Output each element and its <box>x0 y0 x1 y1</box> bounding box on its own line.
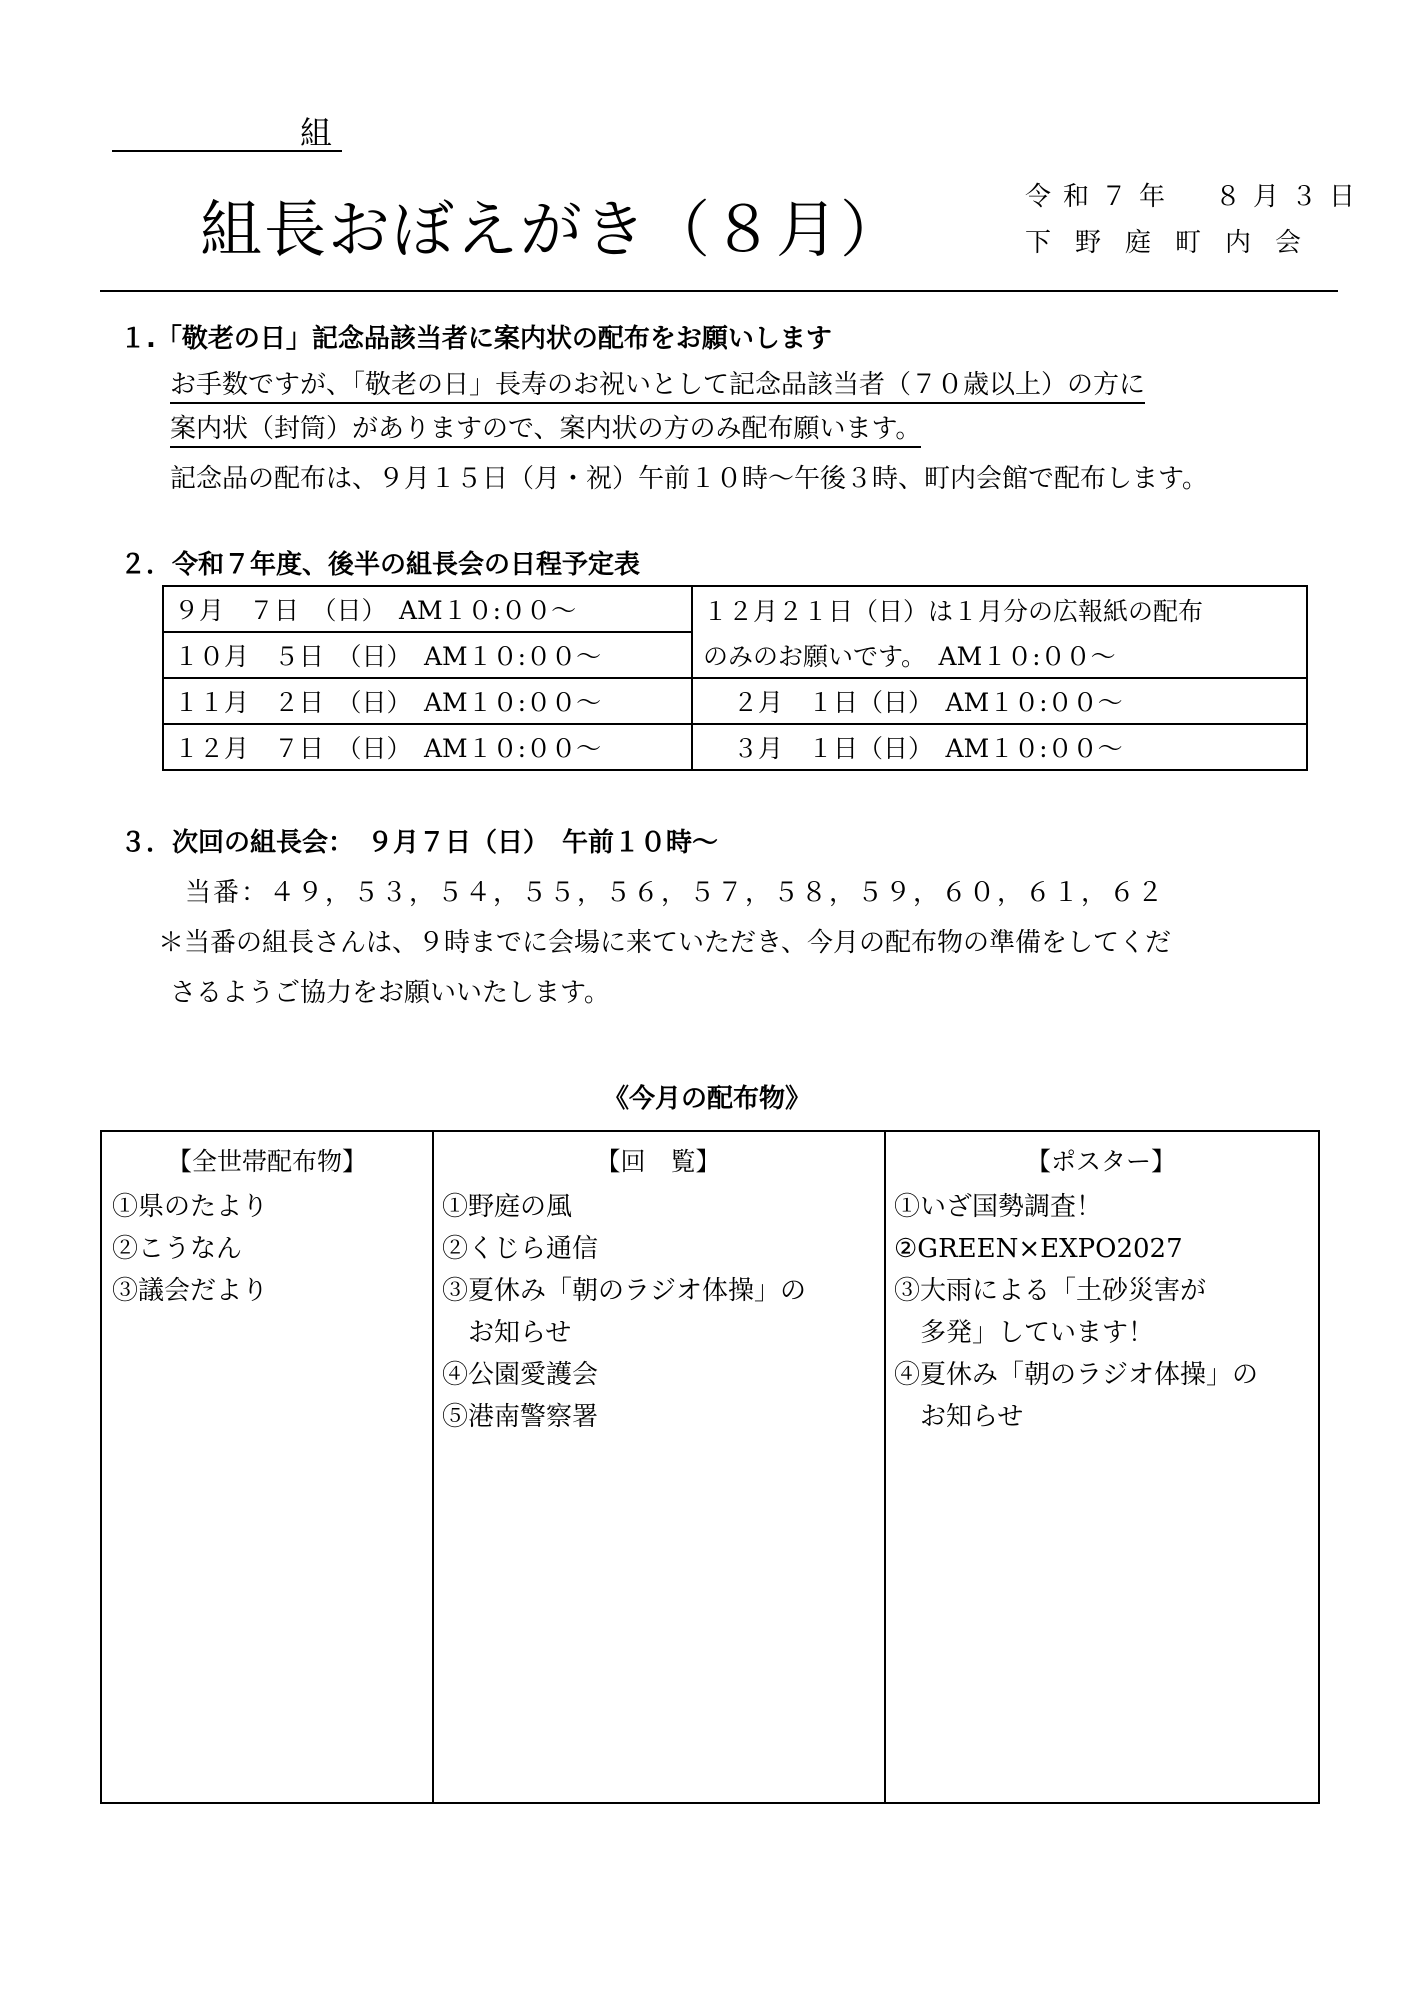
organization-name: 下野庭町内会 <box>1025 228 1326 258</box>
list-item: ②GREEN×EXPO2027 <box>894 1234 1183 1264</box>
section-1-line-2 <box>170 408 921 445</box>
section-1-line-3: 記念品の配布は、９月１５日（月・祝）午前１０時～午後３時、町内会館で配布します。 <box>170 464 1208 494</box>
column-circular <box>432 1132 886 1802</box>
duty-group-numbers: 当番：４９，５３，５４，５５，５６，５７，５８，５９，６０，６１，６２ <box>185 878 1166 908</box>
list-item: 多発」しています！ <box>894 1318 1155 1348</box>
column-posters <box>884 1132 1318 1802</box>
group-label: 組 <box>300 114 333 152</box>
list-item: ③議会だより <box>112 1276 269 1306</box>
list-item: ④夏休み「朝のラジオ体操」の <box>894 1360 1259 1390</box>
header-divider <box>100 290 1338 292</box>
column-title: 【ポスター】 <box>1025 1147 1176 1176</box>
list-item: ③大雨による「土砂災害が <box>894 1276 1207 1306</box>
duty-note-line-2: さるようご協力をお願いいたします。 <box>170 978 610 1008</box>
list-item: ①野庭の風 <box>442 1192 573 1222</box>
section-1-line-1 <box>170 364 1145 401</box>
schedule-row <box>163 586 1307 632</box>
schedule-row <box>163 724 1307 770</box>
list-item: ②こうなん <box>112 1234 243 1264</box>
page-title: 組長おぼえがき（８月） <box>200 193 905 266</box>
section-1-heading: １.「敬老の日」記念品該当者に案内状の配布をお願いします <box>120 324 832 354</box>
item-list <box>884 1186 1318 1438</box>
schedule-row <box>163 678 1307 724</box>
list-item: ②くじら通信 <box>442 1234 599 1264</box>
list-item: ④公園愛護会 <box>442 1360 599 1390</box>
schedule-cell-left: １２月 ７日 （日） AM１０:００～ <box>163 724 692 770</box>
schedule-cell-left: １１月 ２日 （日） AM１０:００～ <box>163 678 692 724</box>
section-1-line-1-text: お手数ですが、「敬老の日」長寿のお祝いとして記念品該当者（７０歳以上）の方に <box>170 370 1145 404</box>
schedule-cell-left: ９月 ７日 （日） AM１０:００～ <box>163 586 692 632</box>
column-title: 【全世帯配布物】 <box>166 1147 367 1176</box>
distribution-table <box>100 1130 1320 1804</box>
issue-date: 令和７年 ８月３日 <box>1025 182 1368 212</box>
section-2-heading: ２．令和７年度、後半の組長会の日程予定表 <box>120 550 641 580</box>
schedule-row <box>163 632 1307 678</box>
list-item: お知らせ <box>894 1402 1024 1432</box>
list-item: お知らせ <box>442 1318 572 1348</box>
list-item: ③夏休み「朝のラジオ体操」の <box>442 1276 807 1306</box>
duty-note-line-1: ＊当番の組長さんは、９時までに会場に来ていただき、今月の配布物の準備をしてくだ <box>158 928 1171 958</box>
schedule-cell-right: ２月 １日（日） AM１０:００～ <box>692 678 1307 724</box>
schedule-cell-right: １２月２１日（日）は１月分の広報紙の配布 <box>692 586 1307 632</box>
list-item: ⑤港南警察署 <box>442 1402 599 1432</box>
list-item: ①いざ国勢調査！ <box>894 1192 1103 1222</box>
schedule-cell-left: １０月 ５日 （日） AM１０:００～ <box>163 632 692 678</box>
list-item: ①県のたより <box>112 1192 269 1222</box>
section-3-heading: ３．次回の組長会： ９月７日（日） 午前１０時～ <box>120 828 719 858</box>
column-title: 【回 覧】 <box>595 1147 721 1176</box>
section-1-line-2-text: 案内状（封筒）がありますので、案内状の方のみ配布願います。 <box>170 414 921 448</box>
distribution-caption: 《今月の配布物》 <box>602 1084 811 1114</box>
meeting-schedule-table <box>162 585 1308 771</box>
schedule-cell-right: のみのお願いです。 AM１０:００～ <box>692 632 1307 678</box>
schedule-cell-right: ３月 １日（日） AM１０:００～ <box>692 724 1307 770</box>
item-list <box>102 1186 432 1312</box>
item-list <box>432 1186 884 1438</box>
column-all-households <box>102 1132 434 1802</box>
